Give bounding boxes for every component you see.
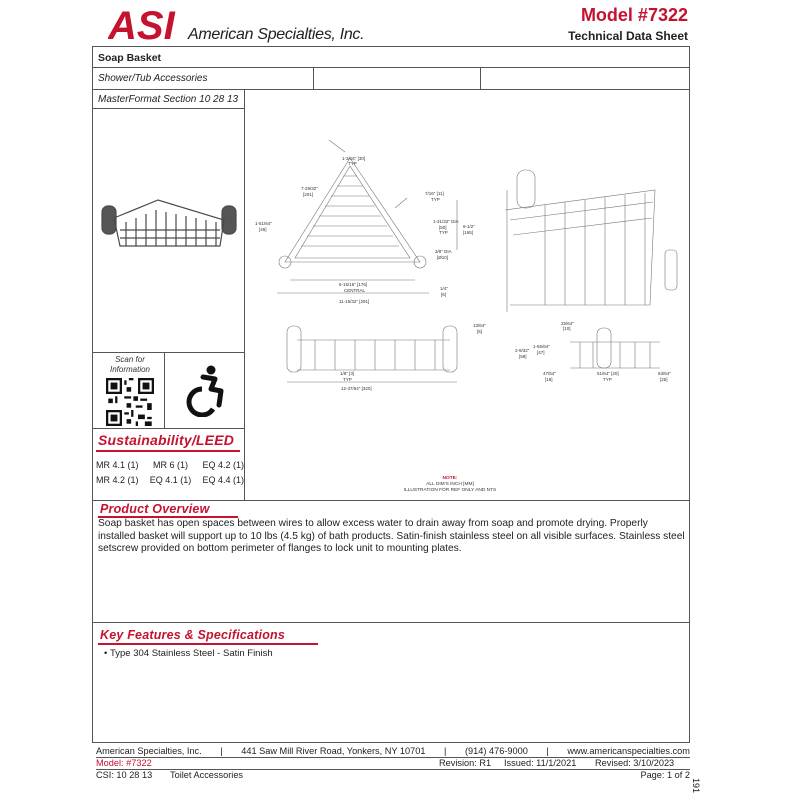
drawing-note [380, 476, 520, 494]
dim-label: 6-1/2" [463, 224, 475, 229]
divider [92, 108, 244, 109]
dim-label: TYP [348, 161, 357, 166]
leed-credit: MR 4.1 (1) [96, 460, 139, 470]
dim-label: CENTRAL [344, 288, 366, 293]
overview-title: Product Overview [100, 502, 210, 516]
dim-label: 1-55/64" [533, 344, 550, 349]
dim-label: 12-37/64" [320] [341, 386, 372, 391]
leed-title: Sustainability/LEED [98, 432, 235, 448]
dim-label: [Ø10] [437, 255, 449, 260]
footer-csi-code: CSI: 10 28 13 [96, 770, 153, 780]
product-name: Soap Basket [98, 52, 162, 64]
dim-label: [25] [660, 377, 668, 382]
product-category: Shower/Tub Accessories [98, 73, 208, 84]
dim-label: TYP [343, 377, 352, 382]
dim-label: 51/64" [20] [597, 371, 619, 376]
product-photo [96, 190, 242, 260]
dim-label: 7-29/32" [301, 186, 318, 191]
dim-label: 1/8" [3] [340, 371, 355, 376]
leed-credit: EQ 4.2 (1) [202, 460, 244, 470]
feature-text: Type 304 Stainless Steel - Satin Finish [109, 648, 273, 659]
scan-label: Scan for Information [109, 355, 151, 374]
dim-label: 1-3/16" [30] [342, 156, 366, 161]
note-line: ILLUSTRATION FOR REF ONLY AND NTS [403, 488, 497, 493]
leed-table [96, 460, 244, 485]
divider [92, 622, 690, 623]
divider [480, 67, 481, 89]
footer-separator: | [546, 746, 549, 756]
dim-label: TYP [603, 377, 612, 382]
dim-label: [58] [519, 354, 527, 359]
overview-text: Soap basket has open spaces between wires to allow excess water to drain away from soap and promote drying. Properly installed basket will support up to 10 lbs (4.5 kg) of bath products. Satin-finish stainless steel on all visible surfaces. Stainless steel setscrew provided on bottom perimeter of flanges to lock unit to mounting plates. [98, 518, 685, 554]
dim-label: [50] [439, 225, 447, 230]
dim-label: 11-15/32" [291] [339, 299, 370, 304]
leed-row [96, 475, 244, 485]
leed-underline [96, 450, 240, 452]
dim-label: 1-51/64" [255, 221, 272, 226]
footer-company: American Specialties, Inc. [96, 746, 202, 756]
leed-row [96, 460, 244, 470]
dim-label: [10] [563, 326, 571, 331]
footer-address: 441 Saw Mill River Road, Yonkers, NY 10701 [241, 746, 426, 756]
dim-label: [201] [303, 192, 314, 197]
masterformat-section: MasterFormat Section 10 28 13 [98, 94, 239, 105]
technical-drawing [245, 90, 689, 500]
footer-issued: Issued: 11/1/2021 [504, 758, 577, 768]
footer-rev: Revision: R1 [439, 758, 492, 768]
dim-label: [18] [545, 377, 553, 382]
dim-label: 25/64" [561, 321, 574, 326]
sheet-type: Technical Data Sheet [568, 29, 688, 43]
dim-label: TYP [431, 197, 440, 202]
dim-label: 7/16" [11] [425, 191, 444, 196]
footer-revised: Revised: 3/10/2023 [595, 758, 675, 768]
company-name: American Specialties, Inc. [188, 26, 365, 43]
dim-label: 1/4" [440, 286, 448, 291]
asi-logo [108, 6, 180, 44]
dim-label: [46] [259, 227, 267, 232]
note-title: NOTE: [442, 476, 458, 481]
dim-label: [5] [477, 329, 483, 334]
divider [92, 428, 244, 429]
leed-credit: EQ 4.4 (1) [202, 475, 244, 485]
svg-text:ASI: ASI [108, 6, 175, 44]
footer-website[interactable]: www.americanspecialties.com [567, 746, 690, 756]
divider [313, 67, 314, 89]
wheelchair-accessibility-icon [183, 365, 229, 417]
model-number: Model #7322 [580, 5, 688, 25]
qr-code[interactable] [106, 378, 154, 426]
dim-label: 2-9/32" [515, 348, 530, 353]
footer-separator: | [220, 746, 223, 756]
footer-page: Page: 1 of 2 [640, 770, 690, 780]
feature-item: • Type 304 Stainless Steel - Satin Finish [104, 648, 273, 659]
dim-label: 1-31/32" DIA [433, 219, 459, 224]
dim-label: [47] [537, 350, 545, 355]
note-line: ALL DIM'S INCH [MM] [426, 482, 474, 487]
dim-label: 3/8" DIA [435, 249, 452, 254]
divider [92, 500, 690, 501]
dim-label: TYP [439, 230, 448, 235]
side-number: 191 [691, 778, 701, 794]
dim-label: 63/64" [658, 371, 671, 376]
leed-credit: MR 6 (1) [152, 460, 188, 470]
dim-label: [6] [441, 292, 447, 297]
dim-label: 47/64" [543, 371, 556, 376]
dim-label: 13/64" [473, 323, 486, 328]
footer-model: Model: #7322 [96, 758, 152, 768]
divider [92, 67, 690, 68]
features-title: Key Features & Specifications [100, 628, 286, 642]
footer-csi-category: Toilet Accessories [170, 770, 244, 780]
divider [164, 352, 165, 428]
leed-credit: EQ 4.1 (1) [149, 475, 192, 485]
leed-credit: MR 4.2 (1) [96, 475, 139, 485]
dim-label: [165] [463, 230, 474, 235]
footer-separator: | [444, 746, 447, 756]
footer-phone: (914) 476-9000 [465, 746, 528, 756]
footer-contact [96, 746, 690, 756]
features-underline [98, 643, 318, 645]
dim-label: 6-15/16" [176] [339, 282, 368, 287]
divider [92, 352, 244, 353]
